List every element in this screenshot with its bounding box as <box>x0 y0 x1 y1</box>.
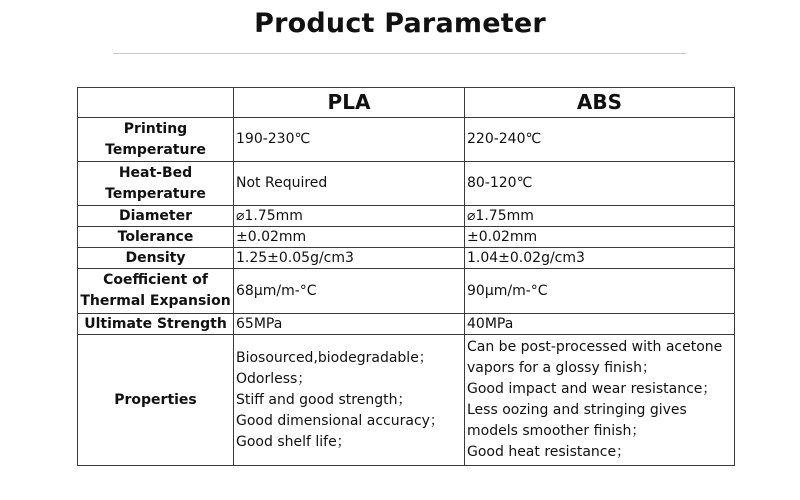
abs-properties <box>465 335 735 466</box>
table-row-thermal-expansion <box>78 269 735 314</box>
row-label <box>78 118 234 162</box>
header-pla: PLA <box>234 88 465 118</box>
abs-value: ±0.02mm <box>465 227 735 248</box>
table-row-properties <box>78 335 735 466</box>
abs-value: ⌀1.75mm <box>465 206 735 227</box>
row-label-line: Coefficient of <box>103 272 208 288</box>
title-divider <box>113 53 686 54</box>
row-label-line: Temperature <box>105 141 206 158</box>
page-title: Product Parameter <box>254 8 546 39</box>
abs-value: 220-240℃ <box>465 118 735 162</box>
header-empty-cell <box>78 88 234 118</box>
pla-properties <box>234 335 465 466</box>
abs-value: 1.04±0.02g/cm3 <box>465 248 735 269</box>
abs-property-line: Less oozing and stringing gives <box>467 402 687 418</box>
row-label: Ultimate Strength <box>78 314 234 335</box>
pla-value: 68μm/m-°C <box>234 269 465 314</box>
pla-property-line: Stiff and good strength； <box>236 391 412 408</box>
table-row-diameter <box>78 206 735 227</box>
pla-property-line: Good dimensional accuracy； <box>236 412 444 429</box>
row-label-line: Heat-Bed <box>118 164 193 181</box>
pla-property-line: Odorless； <box>236 370 312 387</box>
table-row-heat-bed-temperature <box>78 162 735 206</box>
table-row-ultimate-strength <box>78 314 735 335</box>
abs-property-line: Can be post-processed with acetone <box>467 339 723 355</box>
row-label: Properties <box>78 335 234 466</box>
row-label: Density <box>78 248 234 269</box>
abs-property-line: Good impact and wear resistance； <box>467 381 717 397</box>
pla-value: 190-230℃ <box>234 118 465 162</box>
pla-property-line: Good shelf life； <box>236 433 351 450</box>
pla-value: ⌀1.75mm <box>234 206 465 227</box>
abs-property-line: models smoother finish； <box>467 423 646 439</box>
row-label-line: Temperature <box>105 185 206 202</box>
header-abs: ABS <box>465 88 735 118</box>
pla-value: 65MPa <box>234 314 465 335</box>
abs-property-line: Good heat resistance； <box>467 444 631 460</box>
table-row-tolerance <box>78 227 735 248</box>
pla-value: Not Required <box>234 162 465 206</box>
abs-property-line: vapors for a glossy finish； <box>467 360 656 376</box>
product-parameter-table <box>77 87 735 466</box>
abs-value: 40MPa <box>465 314 735 335</box>
row-label: Diameter <box>78 206 234 227</box>
table-row-density <box>78 248 735 269</box>
row-label-line: Thermal Expansion <box>80 293 231 309</box>
row-label <box>78 269 234 314</box>
pla-value: 1.25±0.05g/cm3 <box>234 248 465 269</box>
row-label: Tolerance <box>78 227 234 248</box>
row-label <box>78 162 234 206</box>
pla-property-line: Biosourced,biodegradable； <box>236 349 433 366</box>
table-header-row <box>78 88 735 118</box>
row-label-line: Printing <box>123 120 188 137</box>
abs-value: 90μm/m-°C <box>465 269 735 314</box>
abs-value: 80-120℃ <box>465 162 735 206</box>
table-row-printing-temperature <box>78 118 735 162</box>
pla-value: ±0.02mm <box>234 227 465 248</box>
